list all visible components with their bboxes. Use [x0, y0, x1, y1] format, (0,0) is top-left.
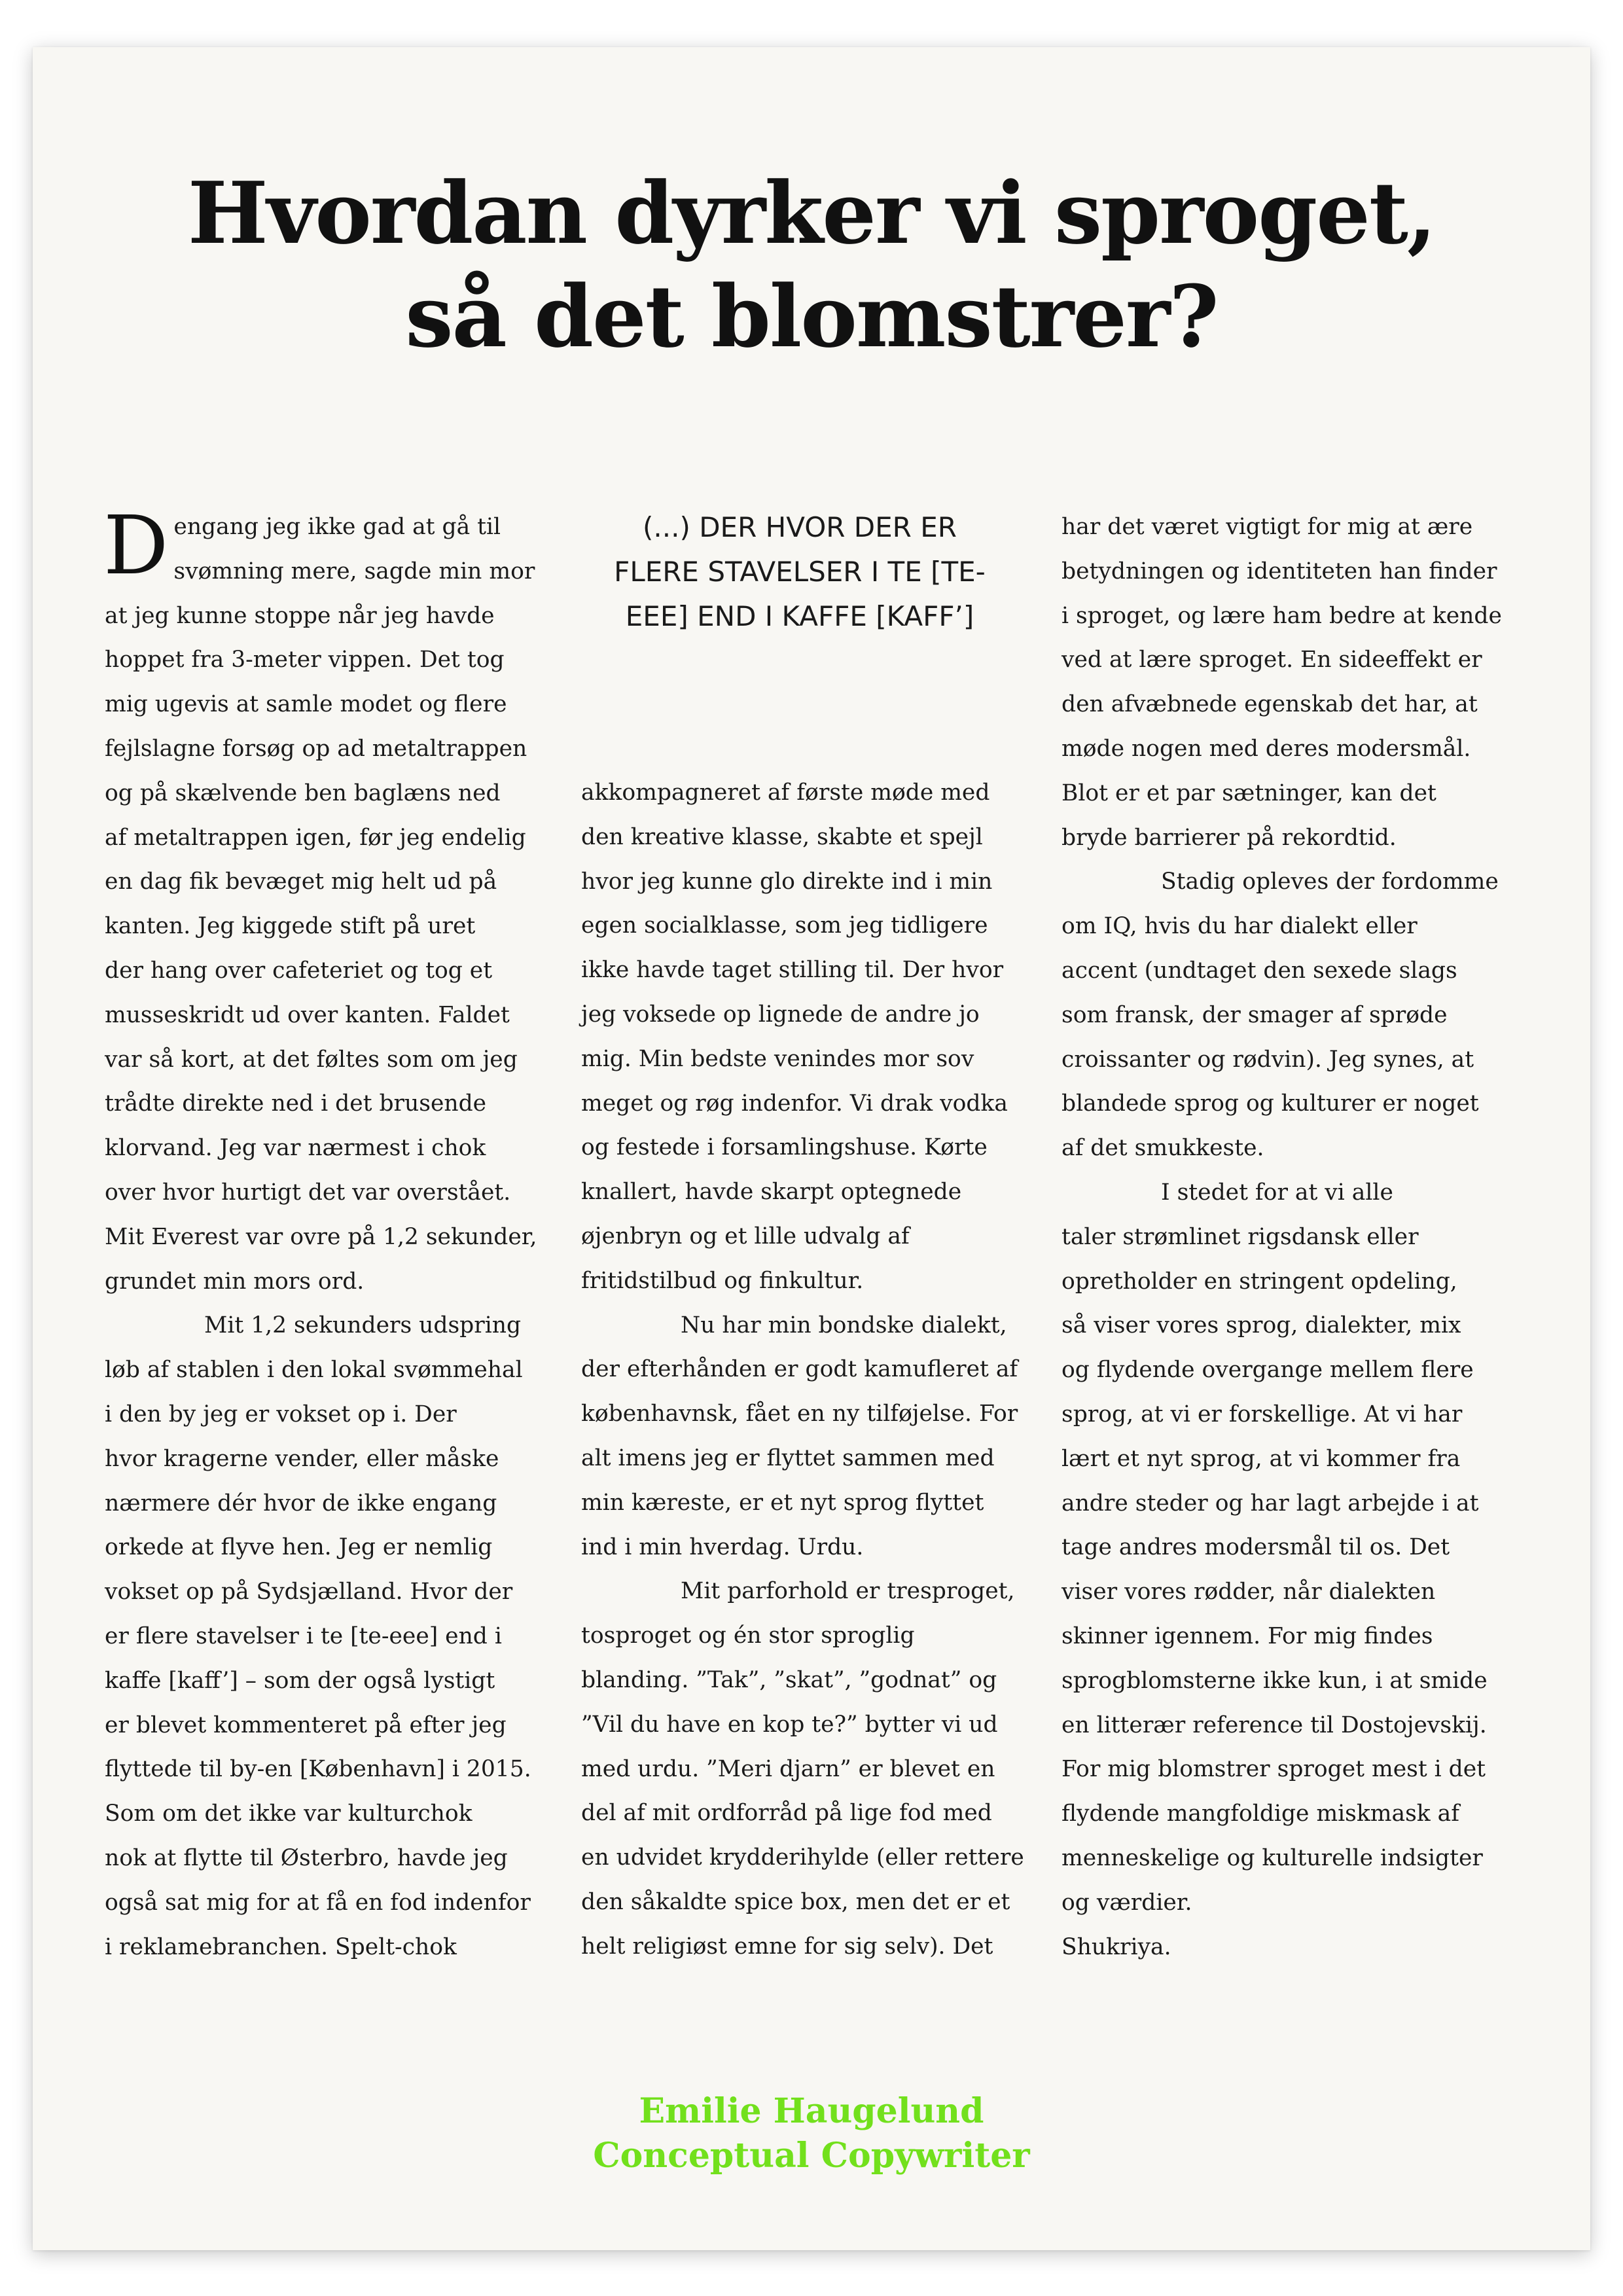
- paragraph-start-line: Nu har min bondske dialekt,: [681, 1312, 1007, 1338]
- body-line: lært et nyt sprog, at vi kommer fra: [1061, 1445, 1461, 1472]
- body-line: ”Vil du have en kop te?” bytter vi ud: [581, 1711, 998, 1738]
- drop-cap: D: [103, 499, 169, 593]
- body-line: nok at flytte til Østerbro, havde jeg: [105, 1844, 508, 1871]
- body-line: og flydende overgange mellem flere: [1061, 1357, 1474, 1384]
- column-1: [103, 499, 542, 1969]
- body-line: og festede i forsamlingshuse. Kørte: [581, 1134, 988, 1161]
- author-byline: [33, 2089, 1590, 2178]
- body-line: accent (undtaget den sexede slags: [1061, 957, 1457, 984]
- body-line: i reklamebranchen. Spelt-chok: [105, 1933, 457, 1960]
- body-line: alt imens jeg er flyttet sammen med: [581, 1444, 995, 1471]
- body-line: var så kort, at det føltes som om jeg: [105, 1046, 518, 1073]
- body-line: opretholder en stringent opdeling,: [1061, 1268, 1457, 1295]
- body-line: ikke havde taget stilling til. Der hvor: [581, 957, 1004, 984]
- body-line: en dag fik bevæget mig helt ud på: [105, 869, 497, 895]
- body-line: hvor jeg kunne glo direkte ind i min: [581, 868, 993, 895]
- body-line: svømning mere, sagde min mor: [173, 558, 535, 584]
- body-line: andre steder og har lagt arbejde i at: [1061, 1490, 1479, 1516]
- paragraph-start-line: Mit parforhold er tresproget,: [681, 1578, 1015, 1605]
- body-line: viser vores rødder, når dialekten: [1061, 1579, 1436, 1605]
- body-line: mig ugevis at samle modet og flere: [105, 691, 507, 718]
- body-line: jeg voksede op lignede de andre jo: [581, 1001, 980, 1028]
- body-line: en litterær reference til Dostojevskij.: [1061, 1712, 1487, 1738]
- body-line: grundet min mors ord.: [105, 1268, 365, 1295]
- body-line: kaffe [kaff’] – som der også lystigt: [105, 1667, 495, 1694]
- body-line: om IQ, hvis du har dialekt eller: [1061, 913, 1418, 940]
- body-line: der efterhånden er godt kamufleret af: [581, 1356, 1018, 1383]
- body-line: fejlslagne forsøg op ad metaltrappen: [105, 735, 527, 762]
- body-line: engang jeg ikke gad at gå til: [173, 514, 501, 540]
- column-3: [1061, 505, 1502, 1969]
- body-line: så viser vores sprog, dialekter, mix: [1061, 1312, 1461, 1339]
- body-line: blanding. ”Tak”, ”skat”, ”godnat” og: [581, 1666, 997, 1693]
- body-line: taler strømlinet rigsdansk eller: [1061, 1223, 1419, 1250]
- body-line: helt religiøst emne for sig selv). Det: [581, 1933, 993, 1960]
- body-line: knallert, havde skarpt optegnede: [581, 1179, 962, 1206]
- body-line: fritidstilbud og finkultur.: [581, 1267, 864, 1294]
- article-page: [33, 47, 1590, 2250]
- body-line: øjenbryn og et lille udvalg af: [581, 1223, 910, 1249]
- body-line: københavnsk, fået en ny tilføjelse. For: [581, 1401, 1018, 1427]
- article-title: [33, 162, 1590, 368]
- body-line: menneskelige og kulturelle indsigter: [1061, 1844, 1483, 1871]
- body-line: trådte direkte ned i det brusende: [105, 1090, 487, 1117]
- body-line: flyttede til by-en [København] i 2015.: [105, 1756, 531, 1783]
- body-line: hoppet fra 3-meter vippen. Det tog: [105, 647, 505, 673]
- body-line: Blot er et par sætninger, kan det: [1061, 780, 1436, 806]
- body-line: en udvidet krydderihylde (eller rettere: [581, 1844, 1024, 1871]
- body-line: egen socialklasse, som jeg tidligere: [581, 912, 988, 939]
- body-line: musseskridt ud over kanten. Faldet: [105, 1001, 510, 1028]
- body-line: nærmere dér hvor de ikke engang: [105, 1490, 497, 1516]
- body-line: i sproget, og lære ham bedre at kende: [1061, 602, 1502, 629]
- pull-quote-line: EEE] END I KAFFE [KAFF’]: [625, 600, 974, 632]
- body-line: ved at lære sproget. En sideeffekt er: [1061, 647, 1482, 673]
- body-line: bryde barrierer på rekordtid.: [1061, 824, 1397, 851]
- title-line-1: Hvordan dyrker vi sproget,: [187, 163, 1436, 263]
- body-line: den afvæbnede egenskab det har, at: [1061, 691, 1478, 718]
- column-2: [581, 505, 1024, 1969]
- body-line: betydningen og identiteten han finder: [1061, 558, 1497, 584]
- author-name: Emilie Haugelund: [639, 2091, 984, 2131]
- body-line: blandede sprog og kulturer er noget: [1061, 1090, 1479, 1117]
- body-line: også sat mig for at få en fod indenfor: [105, 1889, 531, 1916]
- paragraph-start-line: Mit 1,2 sekunders udspring: [204, 1312, 522, 1339]
- body-line: croissanter og rødvin). Jeg synes, at: [1061, 1046, 1474, 1073]
- body-line: og værdier.: [1061, 1889, 1192, 1916]
- body-line: og på skælvende ben baglæns ned: [105, 780, 501, 806]
- body-line: løb af stablen i den lokal svømmehal: [105, 1357, 523, 1384]
- pull-quote-line: (...) DER HVOR DER ER: [643, 511, 957, 543]
- body-line: orkede at flyve hen. Jeg er nemlig: [105, 1534, 493, 1561]
- body-line: hvor kragerne vender, eller måske: [105, 1445, 499, 1472]
- body-line: den kreative klasse, skabte et spejl: [581, 823, 983, 850]
- body-line: møde nogen med deres modersmål.: [1061, 735, 1471, 762]
- body-line: som fransk, der smager af sprøde: [1061, 1001, 1448, 1028]
- body-line: den såkaldte spice box, men det er et: [581, 1888, 1010, 1915]
- body-line: klorvand. Jeg var nærmest i chok: [105, 1135, 486, 1162]
- body-line: har det været vigtigt for mig at ære: [1061, 514, 1473, 540]
- pull-quote-line: FLERE STAVELSER I TE [TE-: [614, 555, 986, 588]
- body-line: ind i min hverdag. Urdu.: [581, 1534, 864, 1560]
- body-line: er blevet kommenteret på efter jeg: [105, 1712, 507, 1738]
- body-line: tosproget og én stor sproglig: [581, 1623, 915, 1649]
- body-line: min kæreste, er et nyt sprog flyttet: [581, 1489, 984, 1516]
- body-line: del af mit ordforråd på lige fod med: [581, 1800, 992, 1827]
- pull-quote: [581, 505, 1018, 771]
- body-line: mig. Min bedste venindes mor sov: [581, 1045, 974, 1072]
- body-line: skinner igennem. For mig findes: [1061, 1623, 1433, 1649]
- body-line: over hvor hurtigt det var overstået.: [105, 1179, 511, 1206]
- body-line: vokset op på Sydsjælland. Hvor der: [105, 1579, 513, 1605]
- body-line: tage andres modersmål til os. Det: [1061, 1534, 1450, 1561]
- body-line: er flere stavelser i te [te-eee] end i: [105, 1623, 502, 1649]
- sign-off: Shukriya.: [1061, 1933, 1171, 1960]
- body-line: sprog, at vi er forskellige. At vi har: [1061, 1401, 1463, 1427]
- body-line: af det smukkeste.: [1061, 1135, 1264, 1162]
- body-line: i den by jeg er vokset op i. Der: [105, 1401, 457, 1427]
- body-line: akkompagneret af første møde med: [581, 780, 990, 806]
- body-line: af metaltrappen igen, før jeg endelig: [105, 824, 526, 851]
- paragraph-start-line: I stedet for at vi alle: [1161, 1179, 1393, 1206]
- author-role: Conceptual Copywriter: [593, 2136, 1030, 2176]
- title-line-2: så det blomstrer?: [405, 266, 1218, 367]
- body-line: flydende mangfoldige miskmask af: [1061, 1801, 1459, 1827]
- paragraph-start-line: Stadig opleves der fordomme: [1161, 869, 1499, 895]
- body-line: der hang over cafeteriet og tog et: [105, 957, 493, 984]
- body-line: med urdu. ”Meri djarn” er blevet en: [581, 1755, 995, 1782]
- body-line: sprogblomsterne ikke kun, i at smide: [1061, 1667, 1488, 1694]
- body-line: Mit Everest var ovre på 1,2 sekunder,: [105, 1223, 537, 1250]
- body-line: For mig blomstrer sproget mest i det: [1061, 1756, 1486, 1783]
- body-line: kanten. Jeg kiggede stift på uret: [105, 913, 476, 940]
- body-line: Som om det ikke var kulturchok: [105, 1801, 473, 1827]
- body-line: at jeg kunne stoppe når jeg havde: [105, 602, 495, 629]
- body-line: meget og røg indenfor. Vi drak vodka: [581, 1090, 1008, 1117]
